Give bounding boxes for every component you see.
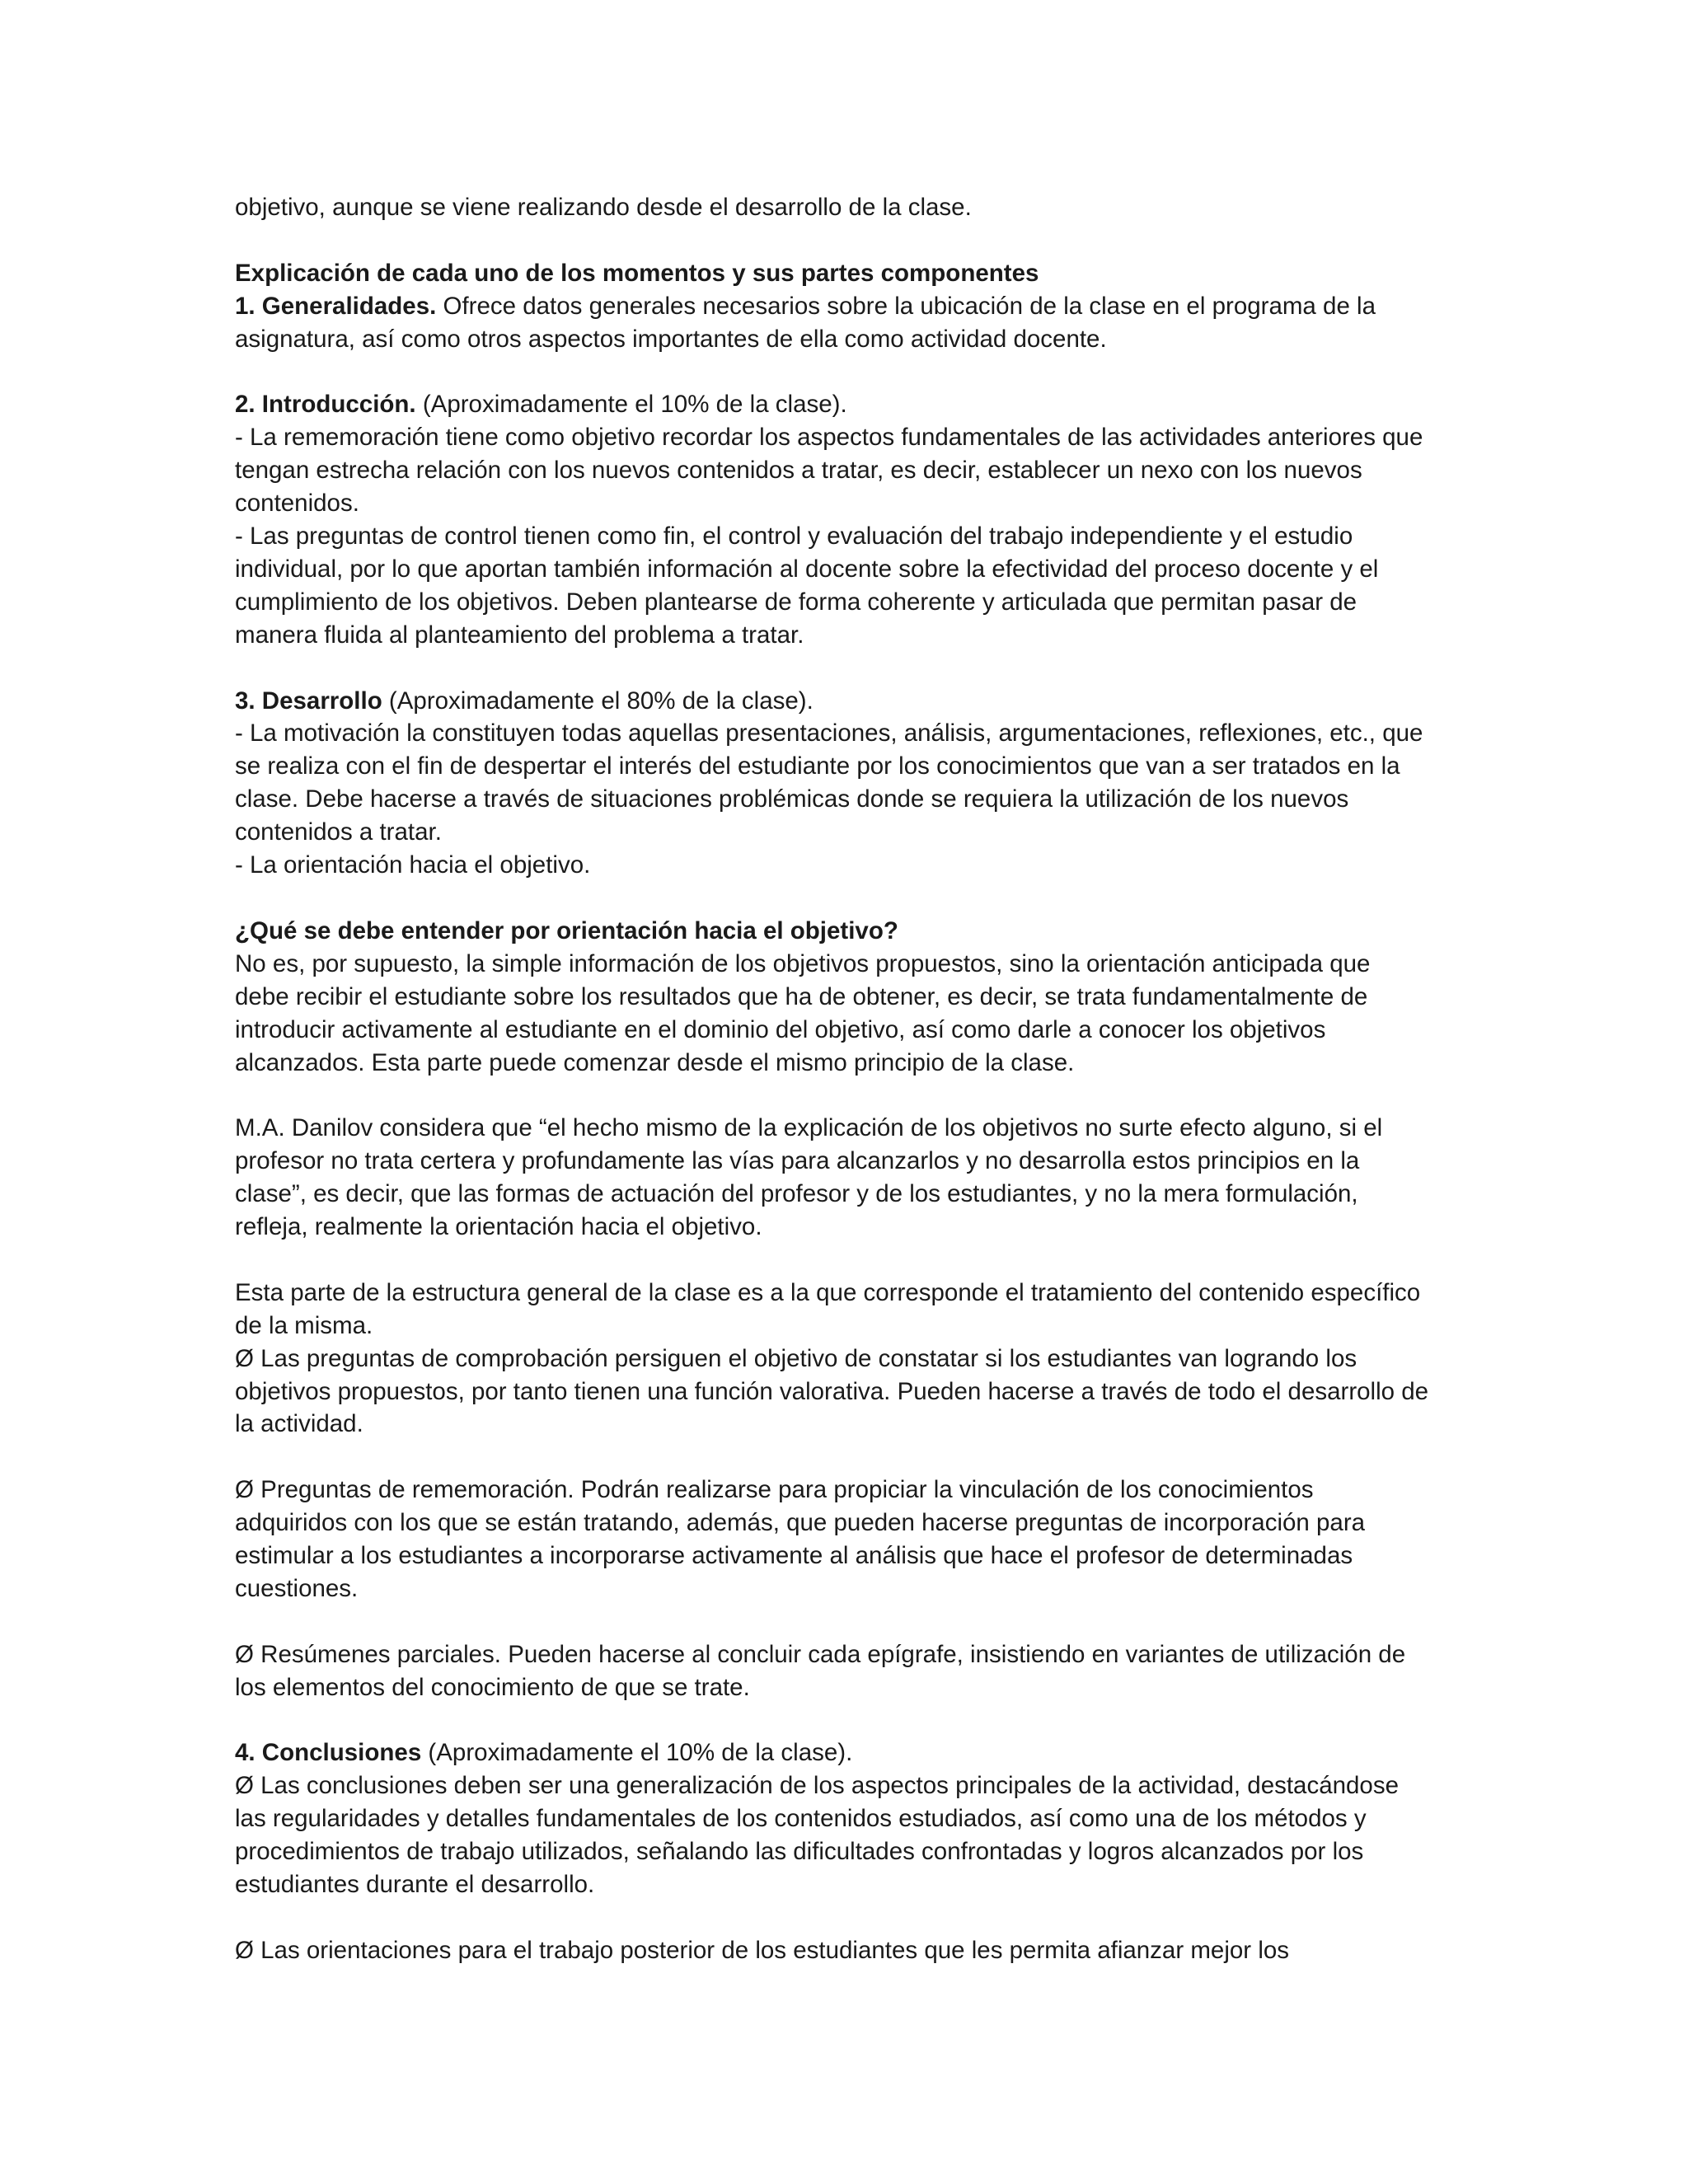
text-line: estudiantes durante el desarrollo. (235, 1871, 595, 1899)
paragraph-spacer (235, 1244, 1463, 1277)
introduccion-label: 2. Introducción. (235, 391, 416, 419)
paragraph-spacer (235, 224, 1463, 257)
text-line: cuestiones. (235, 1574, 359, 1602)
text-line: - Las preguntas de control tienen como fin, el control y evaluación del trabajo independiente y el estudio (235, 523, 1353, 551)
text-line: introducir activamente al estudiante en el dominio del objetivo, así como darle a conocer los objetivos (235, 1015, 1326, 1043)
section-heading: Explicación de cada uno de los momentos y sus partes componentes (235, 259, 1039, 287)
text-line: manera fluida al planteamiento del problema a tratar. (235, 621, 804, 649)
text-line: procedimientos de trabajo utilizados, señalando las dificultades confrontadas y logros alcanzados por los (235, 1838, 1364, 1866)
conclusiones-first-line (235, 1736, 1463, 1769)
document-body (235, 191, 1463, 1967)
text-line: se realiza con el fin de despertar el interés del estudiante por los conocimientos que van a ser tratados en la (235, 752, 1400, 780)
text-line: la actividad. (235, 1410, 363, 1438)
introduccion-first-line (235, 388, 1463, 421)
text-line: M.A. Danilov considera que “el hecho mismo de la explicación de los objetivos no surte efecto alguno, si el (235, 1114, 1383, 1142)
text-line: objetivo, aunque se viene realizando desde el desarrollo de la clase. (235, 194, 972, 221)
text-line: refleja, realmente la orientación hacia el objetivo. (235, 1213, 762, 1241)
text-line: clase”, es decir, que las formas de actuación del profesor y de los estudiantes, y no la mera formulación, (235, 1180, 1358, 1208)
text-line: individual, por lo que aportan también información al docente sobre la efectividad del proceso docente y el (235, 555, 1379, 583)
text-line: adquiridos con los que se están tratando, además, que pueden hacerse preguntas de incorporación para (235, 1509, 1366, 1537)
desarrollo-first-line (235, 685, 1463, 718)
conclusiones-text: (Aproximadamente el 10% de la clase). (421, 1739, 853, 1767)
paragraph-spacer (235, 356, 1463, 389)
paragraph-spacer (235, 1704, 1463, 1737)
bullet-line: Ø Resúmenes parciales. Pueden hacerse al concluir cada epígrafe, insistiendo en variantes de utilización de (235, 1640, 1406, 1668)
paragraph-spacer (235, 1901, 1463, 1934)
text-line: cumplimiento de los objetivos. Deben plantearse de forma coherente y articulada que permitan pasar de (235, 588, 1357, 616)
text-line: No es, por supuesto, la simple información de los objetivos propuestos, sino la orientación anticipada que (235, 949, 1371, 977)
paragraph-spacer (235, 652, 1463, 685)
text-line: - La motivación la constituyen todas aquellas presentaciones, análisis, argumentaciones, reflexiones, etc., que (235, 719, 1423, 748)
desarrollo-text: (Aproximadamente el 80% de la clase). (382, 687, 814, 715)
text-line: asignatura, así como otros aspectos importantes de ella como actividad docente. (235, 325, 1107, 353)
text-line: Esta parte de la estructura general de la clase es a la que corresponde el tratamiento del contenido específico (235, 1278, 1421, 1306)
text-line: - La rememoración tiene como objetivo recordar los aspectos fundamentales de las actividades anteriores que (235, 424, 1423, 452)
text-line: de la misma. (235, 1311, 373, 1339)
text-line: profesor no trata certera y profundamente las vías para alcanzarlos y no desarrolla estos principios en la (235, 1147, 1360, 1175)
desarrollo-label: 3. Desarrollo (235, 687, 382, 715)
introduccion-text: (Aproximadamente el 10% de la clase). (415, 391, 847, 419)
text-line: objetivos propuestos, por tanto tienen una función valorativa. Pueden hacerse a través de todo el desarrollo de (235, 1377, 1429, 1405)
text-line: estimular a los estudiantes a incorporarse activamente al análisis que hace el profesor de determinadas (235, 1542, 1353, 1570)
text-line: las regularidades y detalles fundamentales de los contenidos estudiados, así como una de los métodos y (235, 1805, 1367, 1833)
question-heading: ¿Qué se debe entender por orientación hacia el objetivo? (235, 916, 898, 944)
generalidades-label: 1. Generalidades. (235, 292, 437, 320)
bullet-line: Ø Preguntas de rememoración. Podrán realizarse para propiciar la vinculación de los conocimientos (235, 1476, 1314, 1504)
text-line: los elementos del conocimiento de que se trate. (235, 1673, 750, 1701)
paragraph-spacer (235, 1605, 1463, 1638)
bullet-line: Ø Las orientaciones para el trabajo posterior de los estudiantes que les permita afianzar mejor los (235, 1936, 1290, 1964)
paragraph-spacer (235, 1079, 1463, 1112)
text-line: contenidos. (235, 490, 359, 518)
generalidades-text: Ofrece datos generales necesarios sobre la ubicación de la clase en el programa de la (436, 292, 1376, 320)
generalidades-first-line (235, 290, 1463, 323)
bullet-line: Ø Las conclusiones deben ser una generalización de los aspectos principales de la actividad, destacándose (235, 1772, 1399, 1800)
text-line: tengan estrecha relación con los nuevos contenidos a tratar, es decir, establecer un nexo con los nuevos (235, 457, 1362, 485)
conclusiones-label: 4. Conclusiones (235, 1739, 422, 1767)
bullet-line: Ø Las preguntas de comprobación persiguen el objetivo de constatar si los estudiantes van logrando los (235, 1344, 1357, 1372)
text-line: alcanzados. Esta parte puede comenzar desde el mismo principio de la clase. (235, 1048, 1075, 1076)
text-line: debe recibir el estudiante sobre los resultados que ha de obtener, es decir, se trata fundamentalmente de (235, 982, 1368, 1010)
text-line: contenidos a tratar. (235, 818, 442, 846)
text-line: clase. Debe hacerse a través de situaciones problémicas donde se requiera la utilización de los nuevos (235, 785, 1349, 813)
paragraph-spacer (235, 882, 1463, 915)
text-line: - La orientación hacia el objetivo. (235, 851, 591, 879)
paragraph-spacer (235, 1441, 1463, 1474)
